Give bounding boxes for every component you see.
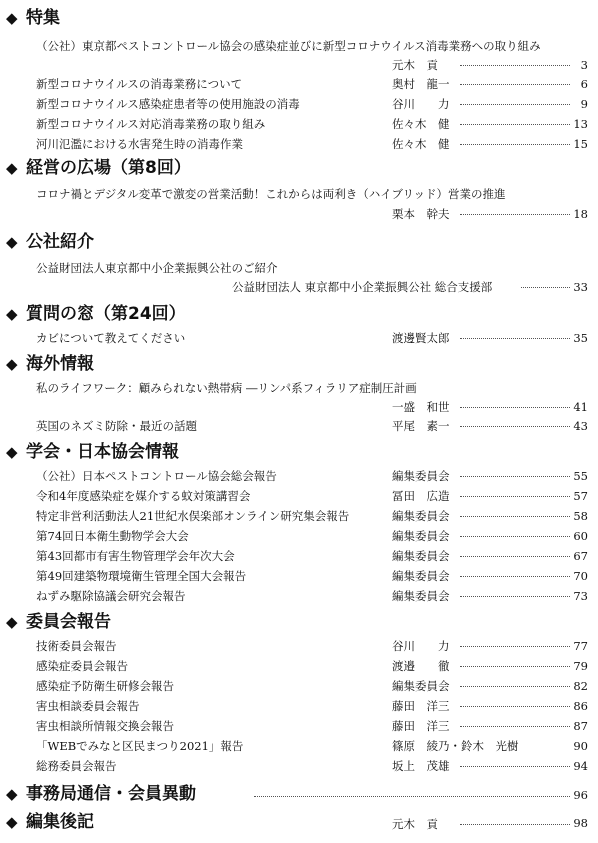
diamond-icon: ◆ (6, 613, 18, 631)
entry-page: 77 (573, 639, 588, 653)
leader-dots (460, 706, 570, 707)
leader-dots (460, 766, 570, 767)
diamond-icon: ◆ (6, 355, 18, 373)
entry-author: 冨田 広造 (392, 489, 450, 503)
leader-dots (460, 84, 570, 85)
leader-dots (460, 124, 570, 125)
entry-page: 41 (573, 400, 588, 414)
entry-author: 佐々木 健 (392, 117, 450, 131)
entry-title: 第74回日本衛生動物学会大会 (36, 529, 189, 543)
entry-author: 編集委員会 (392, 509, 450, 523)
entry-author: 編集委員会 (392, 569, 450, 583)
entry-title: 「WEBでみなと区民まつり2021」報告 (36, 739, 244, 753)
entry-author: 編集委員会 (392, 469, 450, 483)
entry-title: カビについて教えてください (36, 331, 186, 345)
entry-title: コロナ禍とデジタル変革で激変の営業活動！これからは両利き（ハイブリッド）営業の推進 (36, 187, 506, 201)
toc-entry-byline[interactable] (36, 399, 588, 415)
diamond-icon: ◆ (6, 785, 18, 803)
entry-title: 感染症予防衛生研修会報告 (36, 679, 174, 693)
entry-page: 60 (573, 529, 588, 543)
entry-title: 技術委員会報告 (36, 639, 117, 653)
entry-page: 73 (573, 589, 588, 603)
leader-dots (460, 576, 570, 577)
toc-entry[interactable] (36, 528, 588, 544)
entry-page: 58 (573, 509, 588, 523)
toc-entry[interactable] (36, 186, 588, 202)
toc-entry[interactable] (36, 468, 588, 484)
entry-title: ねずみ駆除協議会研究会報告 (36, 589, 186, 603)
leader-dots (460, 65, 570, 66)
entry-page: 18 (573, 207, 588, 221)
toc-entry[interactable] (36, 330, 588, 346)
entry-title: 英国のネズミ防除・最近の話題 (36, 419, 197, 433)
entry-author: 編集委員会 (392, 589, 450, 603)
entry-author: 編集委員会 (392, 529, 450, 543)
section-heading: ◆ 公社紹介 (6, 232, 94, 252)
entry-page: 55 (573, 469, 588, 483)
leader-dots (460, 646, 570, 647)
leader-dots (254, 796, 570, 797)
entry-title: 河川氾濫における水害発生時の消毒作業 (36, 137, 243, 151)
entry-title: 特定非営利活動法人21世紀水俣楽部オンライン研究集会報告 (36, 509, 350, 523)
entry-page: 15 (573, 137, 588, 151)
entry-title: 感染症委員会報告 (36, 659, 128, 673)
toc-entry-byline[interactable] (36, 206, 588, 222)
entry-author: 渡邉 徹 (392, 659, 450, 673)
toc-entry[interactable] (36, 116, 588, 132)
entry-page: 96 (573, 788, 588, 802)
toc-section-entry[interactable] (6, 784, 588, 804)
entry-page: 67 (573, 549, 588, 563)
toc-entry[interactable] (36, 548, 588, 564)
section-heading: ◆ 学会・日本協会情報 (6, 442, 179, 462)
leader-dots (460, 666, 570, 667)
entry-author: 篠原 綾乃・鈴木 光樹 (392, 739, 519, 753)
entry-page: 70 (573, 569, 588, 583)
toc-entry[interactable] (36, 758, 588, 774)
entry-author: 藤田 洋三 (392, 719, 450, 733)
entry-title: 害虫相談所情報交換会報告 (36, 719, 174, 733)
entry-page: 57 (573, 489, 588, 503)
diamond-icon: ◆ (6, 159, 18, 177)
entry-page: 82 (573, 679, 588, 693)
entry-title: 新型コロナウイルス対応消毒業務の取り組み (36, 117, 266, 131)
leader-dots (460, 426, 570, 427)
toc-entry[interactable] (36, 260, 588, 276)
entry-author: 坂上 茂雄 (392, 759, 450, 773)
section-heading: ◆ 事務局通信・会員異動 (6, 784, 196, 804)
entry-page: 87 (573, 719, 588, 733)
leader-dots (460, 686, 570, 687)
entry-page: 94 (573, 759, 588, 773)
leader-dots (460, 104, 570, 105)
toc-entry[interactable] (36, 698, 588, 714)
entry-page: 6 (580, 77, 588, 91)
entry-page: 3 (580, 58, 588, 72)
toc-entry[interactable] (36, 96, 588, 112)
entry-title: 総務委員会報告 (36, 759, 117, 773)
leader-dots (460, 144, 570, 145)
entry-author: 元木 貢 (392, 58, 438, 72)
entry-author: 藤田 洋三 (392, 699, 450, 713)
toc-entry[interactable] (36, 678, 588, 694)
entry-title: 第49回建築物環境衛生管理全国大会報告 (36, 569, 247, 583)
entry-author: 栗本 幹夫 (392, 207, 450, 221)
toc-entry[interactable] (36, 658, 588, 674)
entry-author: 編集委員会 (392, 679, 450, 693)
entry-page: 90 (573, 739, 588, 753)
entry-title: 私のライフワーク：顧みられない熱帯病 ―リンパ系フィラリア症制圧計画 (36, 381, 417, 395)
entry-author: 元木 貢 (392, 817, 438, 831)
entry-page: 43 (573, 419, 588, 433)
leader-dots (460, 556, 570, 557)
section-heading: ◆ 委員会報告 (6, 612, 111, 632)
entry-author: 谷川 力 (392, 97, 450, 111)
entry-title: 第43回都市有害生物管理学会年次大会 (36, 549, 235, 563)
diamond-icon: ◆ (6, 443, 18, 461)
entry-page: 33 (573, 280, 588, 294)
toc-section-entry[interactable] (6, 812, 588, 832)
toc-entry[interactable] (36, 76, 588, 92)
toc-entry[interactable] (36, 738, 588, 754)
entry-page: 35 (573, 331, 588, 345)
diamond-icon: ◆ (6, 813, 18, 831)
leader-dots (460, 214, 570, 215)
entry-title: 害虫相談委員会報告 (36, 699, 140, 713)
toc-entry[interactable] (36, 380, 588, 396)
entry-author: 佐々木 健 (392, 137, 450, 151)
entry-author: 平尾 素一 (392, 419, 450, 433)
entry-page: 79 (573, 659, 588, 673)
section-heading: ◆ 編集後記 (6, 812, 94, 832)
toc-entry-byline[interactable] (36, 279, 588, 295)
entry-title: 令和4年度感染症を媒介する蚊対策講習会 (36, 489, 251, 503)
entry-title: 公益財団法人東京都中小企業振興公社のご紹介 (36, 261, 278, 275)
leader-dots (460, 407, 570, 408)
diamond-icon: ◆ (6, 233, 18, 251)
toc-entry[interactable] (36, 638, 588, 654)
entry-title: （公社）日本ペストコントロール協会総会報告 (36, 469, 277, 483)
entry-title: （公社）東京都ペストコントロール協会の感染症並びに新型コロナウイルス消毒業務への取り組み (36, 39, 541, 53)
entry-author: 谷川 力 (392, 639, 450, 653)
entry-author: 奥村 龍一 (392, 77, 450, 91)
entry-author: 公益財団法人 東京都中小企業振興公社 総合支援部 (232, 280, 493, 294)
leader-dots (460, 596, 570, 597)
leader-dots (460, 496, 570, 497)
entry-page: 86 (573, 699, 588, 713)
diamond-icon: ◆ (6, 305, 18, 323)
toc-entry[interactable] (36, 136, 588, 152)
section-heading: ◆ 特集 (6, 8, 60, 28)
entry-page: 13 (573, 117, 588, 131)
toc-entry-byline[interactable] (36, 57, 588, 73)
toc-entry[interactable] (36, 418, 588, 434)
toc-entry[interactable] (36, 488, 588, 504)
entry-title: 新型コロナウイルス感染症患者等の使用施設の消毒 (36, 97, 300, 111)
leader-dots (460, 536, 570, 537)
toc-entry[interactable] (36, 588, 588, 604)
leader-dots (460, 338, 570, 339)
entry-page: 98 (573, 816, 588, 830)
entry-page: 9 (580, 97, 588, 111)
leader-dots (460, 476, 570, 477)
leader-dots (460, 726, 570, 727)
entry-title: 新型コロナウイルスの消毒業務について (36, 77, 243, 91)
toc-entry[interactable] (36, 568, 588, 584)
entry-author: 渡邊賢太郎 (392, 331, 450, 345)
diamond-icon: ◆ (6, 9, 18, 27)
section-heading: ◆ 質問の窓（第24回） (6, 304, 186, 324)
entry-author: 編集委員会 (392, 549, 450, 563)
section-heading: ◆ 経営の広場（第8回） (6, 158, 191, 178)
leader-dots (521, 287, 570, 288)
toc-entry[interactable] (36, 508, 588, 524)
entry-author: 一盛 和世 (392, 400, 450, 414)
leader-dots (460, 824, 570, 825)
section-heading: ◆ 海外情報 (6, 354, 94, 374)
toc-entry[interactable] (36, 38, 588, 54)
toc-entry[interactable] (36, 718, 588, 734)
leader-dots (460, 516, 570, 517)
